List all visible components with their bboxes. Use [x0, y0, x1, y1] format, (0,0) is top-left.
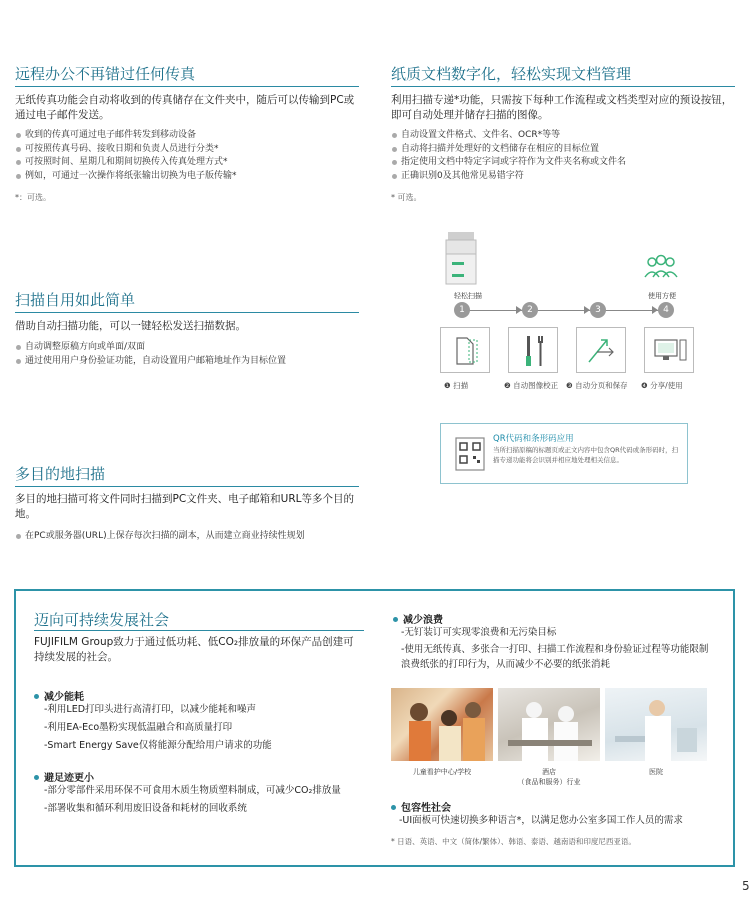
caption-childcare: 儿童看护中心/学校 [412, 768, 472, 776]
list-item: 自动调整原稿方向或单面/双面 [15, 341, 286, 355]
waste-line: -使用无纸传真、多张合一打印、扫描工作流程和身份验证过程等功能限制 [401, 644, 709, 655]
list-item: 自动设置文件格式、文件名、OCR*等等 [391, 129, 626, 143]
fax-section-lead: 无纸传真功能会自动将收到的传真储存在文件夹中，随后可以传输到PC或通过电子邮件发送。 [15, 94, 355, 121]
scan-step-box [440, 327, 490, 373]
inclusive-heading: 包容性社会 [391, 799, 451, 814]
digitize-note: * 可选。 [391, 193, 422, 202]
waste-line: -无钉装订可实现零浪费和无污染目标 [401, 627, 557, 638]
sustainability-rule [34, 630, 364, 631]
multi-dest-rule [15, 486, 359, 487]
footprint-heading: 避足迹更小 [34, 769, 94, 784]
multi-dest-lead: 多目的地扫描可将文件同时扫描到PC文件夹、电子邮箱和URL等多个目的地。 [15, 493, 354, 520]
footprint-line: -部署收集和循环利用废旧设备和耗材的回收系统 [44, 803, 247, 814]
split-arrow-icon [577, 328, 627, 374]
energy-line: -利用LED打印头进行高清打印，以减少能耗和噪声 [44, 704, 257, 715]
digitize-section-title: 纸质文档数字化，轻松实现文档管理 [391, 65, 632, 83]
footprint-line: -部分零部件采用环保不可食用木质生物质塑料制成，可减少CO₂排放量 [44, 785, 341, 796]
digitize-section-rule [391, 86, 735, 87]
list-item: 可按照传真号码、接收日期和负责人员进行分类* [15, 143, 237, 157]
qr-description: 当所扫描原稿的标题页或正文内容中包含QR代码或条形码时，扫描专递功能将会识别并相应地处理相关信息。 [493, 446, 679, 464]
list-item: 自动将扫描并处理好的文档储存在相应的目标位置 [391, 143, 626, 157]
qr-title: QR代码和条形码应用 [493, 434, 574, 444]
list-item: 可按照时间、星期几和期间切换传入传真处理方式* [15, 156, 237, 170]
energy-line: -Smart Energy Save仅将能源分配给用户请求的功能 [44, 740, 272, 751]
fax-bullets [15, 129, 237, 183]
list-item: 在PC或服务器(URL)上保存每次扫描的副本，从而建立商业持续性规划 [15, 530, 305, 544]
page-number: 5 [742, 879, 750, 893]
scan-section-title: 扫描自用如此简单 [15, 291, 136, 309]
photo-childcare [391, 688, 493, 761]
inclusive-line: -UI面板可快速切换多种语言*，以满足您办公室多国工作人员的需求 [399, 815, 683, 826]
fax-note: *：可选。 [15, 193, 51, 202]
list-item: 正确识别0及其他常见易错字符 [391, 170, 626, 184]
step-number: 4 [658, 302, 674, 318]
correction-step-box [508, 327, 558, 373]
list-item: 例如，可通过一次操作将纸张输出切换为电子版传输* [15, 170, 237, 184]
scan-section-lead: 借助自动扫描功能，可以一键轻松发送扫描数据。 [15, 320, 246, 332]
list-item: 通过使用用户身份验证功能，自动设置用户邮箱地址作为目标位置 [15, 355, 286, 369]
fax-section-rule [15, 86, 359, 87]
scan-workflow-diagram [432, 225, 702, 395]
scan-bullets [15, 341, 286, 368]
caption-hotel: 酒店 （食品和服务）行业 [517, 768, 581, 786]
waste-heading: 减少浪费 [393, 611, 443, 626]
sustainability-lead: FUJIFILM Group致力于通过低功耗、低CO₂排放量的环保产品创建可持续发展的社会。 [34, 636, 354, 663]
list-item: 收到的传真可通过电子邮件转发到移动设备 [15, 129, 237, 143]
step-label: ❸ 自动分页和保存 [566, 381, 628, 390]
step-number: 1 [454, 302, 470, 318]
users-icon [642, 253, 680, 281]
list-item: 指定使用文档中特定字词或字符作为文件夹名称或文件名 [391, 156, 626, 170]
photo-hospital [605, 688, 707, 761]
tools-icon [509, 328, 559, 374]
energy-heading: 减少能耗 [34, 688, 84, 703]
caption-hospital: 医院 [649, 768, 663, 776]
digitize-section-lead: 利用扫描专递*功能，只需按下每种工作流程或文档类型对应的预设按钮，即可自动处理并储存扫描的图像。 [391, 94, 733, 121]
step-number: 3 [590, 302, 606, 318]
photo-hotel [498, 688, 600, 761]
step-label: ❷ 自动图像校正 [504, 381, 559, 390]
inclusive-note: * 日语、英语、中文（简体/繁体）、韩语、泰语、越南语和印度尼西亚语。 [391, 837, 636, 846]
digitize-bullets [391, 129, 626, 183]
flow-tag-easy-scan: 轻松扫描 [454, 292, 482, 300]
flow-line [462, 310, 667, 311]
qr-code-icon [455, 437, 485, 471]
printer-icon [442, 230, 482, 288]
multi-dest-title: 多目的地扫描 [15, 465, 106, 483]
computer-icon [645, 328, 695, 374]
sustainability-title: 迈向可持续发展社会 [34, 611, 170, 629]
scan-section-rule [15, 312, 359, 313]
flow-tag-easy-use: 使用方便 [648, 292, 676, 300]
energy-line: -利用EA-Eco墨粉实现低温融合和高质量打印 [44, 722, 233, 733]
waste-line: 浪费纸张的打印行为，从而减少不必要的纸张消耗 [401, 659, 611, 670]
share-step-box [644, 327, 694, 373]
multi-dest-bullets [15, 530, 305, 544]
step-label: ❹ 分享/使用 [641, 381, 683, 390]
split-save-step-box [576, 327, 626, 373]
qr-barcode-box [440, 423, 688, 484]
step-number: 2 [522, 302, 538, 318]
document-scan-icon [441, 328, 491, 374]
step-label: ❶ 扫描 [444, 381, 469, 390]
fax-section-title: 远程办公不再错过任何传真 [15, 65, 196, 83]
